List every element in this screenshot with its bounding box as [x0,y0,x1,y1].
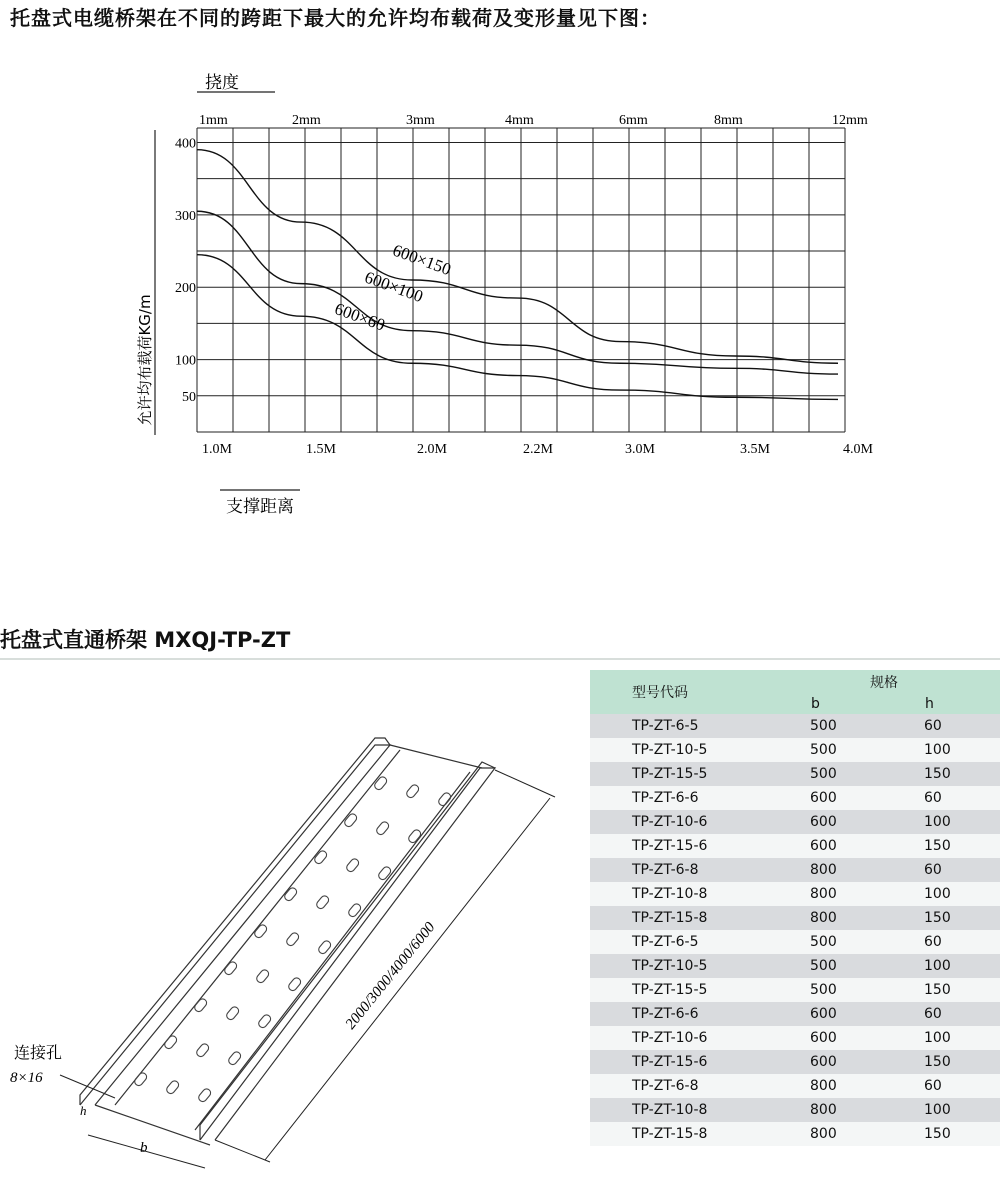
spec-table-wrap [590,670,1000,1146]
cell-h: 150 [924,762,1000,786]
top-axis-label: 挠度 [205,73,239,93]
tray-drawing-svg [0,700,590,1180]
cell-h: 60 [924,786,1000,810]
slot-hole [193,997,208,1013]
tray-inner-bottom-line [195,772,470,1130]
cell-b: 600 [810,834,924,858]
table-row [590,786,1000,810]
slot-hole [223,960,238,976]
cell-model: TP-ZT-6-8 [590,1074,810,1098]
cell-h: 150 [924,1122,1000,1146]
cell-b: 600 [810,1002,924,1026]
hole-size: 8×16 [10,1070,43,1086]
table-row [590,834,1000,858]
cell-b: 600 [810,810,924,834]
cell-model: TP-ZT-15-6 [590,1050,810,1074]
slot-hole [405,783,420,799]
height-label: h [80,1103,87,1118]
slot-hole [133,1071,148,1087]
top-tick-label: 6mm [619,113,648,128]
table-row [590,930,1000,954]
slot-hole [287,976,302,992]
cell-model: TP-ZT-10-8 [590,882,810,906]
y-axis-label: 允许均布载荷KG/m [136,294,154,426]
tray-left-wall [80,745,390,1105]
table-row [590,906,1000,930]
cell-b: 800 [810,858,924,882]
spec-table-body [590,714,1000,1146]
table-row [590,882,1000,906]
y-tick-label: 300 [175,208,196,224]
cell-h: 60 [924,1074,1000,1098]
table-row [590,1026,1000,1050]
x-axis-label: 支撑距离 [226,497,294,517]
cell-model: TP-ZT-6-6 [590,1002,810,1026]
table-row [590,858,1000,882]
cell-b: 800 [810,906,924,930]
y-tick-label: 200 [175,281,196,297]
table-row [590,1098,1000,1122]
slot-hole [345,857,360,873]
top-tick-label: 1mm [199,113,228,128]
slot-hole [197,1087,212,1103]
chart-labels [136,73,874,517]
slot-hole [373,775,388,791]
slot-hole [315,894,330,910]
slot-hole [225,1005,240,1021]
cell-b: 600 [810,1026,924,1050]
tray-left-wall-lip [80,738,390,1105]
dimension-lines [60,770,555,1168]
table-row [590,1122,1000,1146]
x-tick-label: 1.0M [202,442,232,457]
slot-hole [255,968,270,984]
cell-model: TP-ZT-6-5 [590,930,810,954]
cell-b: 800 [810,1098,924,1122]
length-label: 2000/3000/4000/6000 [342,919,439,1033]
table-row [590,1074,1000,1098]
cell-b: 500 [810,930,924,954]
cell-b: 800 [810,1074,924,1098]
cell-model: TP-ZT-10-5 [590,738,810,762]
cell-model: TP-ZT-6-5 [590,714,810,738]
top-tick-label: 8mm [714,113,743,128]
cell-model: TP-ZT-10-8 [590,1098,810,1122]
cell-model: TP-ZT-15-6 [590,834,810,858]
cell-h: 100 [924,1098,1000,1122]
cell-model: TP-ZT-10-6 [590,1026,810,1050]
slot-hole [313,849,328,865]
slot-hole [437,791,452,807]
top-tick-label: 3mm [406,113,435,128]
slot-hole [253,923,268,939]
table-row [590,762,1000,786]
series-line-1 [197,211,838,374]
length-dimension-line [265,798,550,1160]
top-tick-label: 2mm [292,113,321,128]
width-label: b [140,1140,148,1156]
cell-b: 800 [810,1122,924,1146]
x-tick-label: 1.5M [306,442,336,457]
slot-hole [285,931,300,947]
cell-b: 500 [810,954,924,978]
hole-label: 连接孔 [14,1043,63,1062]
cell-b: 600 [810,1050,924,1074]
cell-model: TP-ZT-10-6 [590,810,810,834]
table-row [590,1050,1000,1074]
col-header-h: h [924,694,1000,714]
section-divider [0,658,1000,660]
series-line-0 [197,150,838,364]
tray-bottom-front-edge [95,1105,210,1145]
slot-hole [375,820,390,836]
top-tick-label: 4mm [505,113,534,128]
cell-b: 500 [810,738,924,762]
slot-hole [377,865,392,881]
x-tick-label: 3.0M [625,442,655,457]
series-line-2 [197,255,838,400]
tray-right-wall [200,768,495,1140]
cell-h: 150 [924,1050,1000,1074]
table-row [590,978,1000,1002]
slot-hole [317,939,332,955]
length-extension-line [495,770,555,797]
cell-h: 150 [924,906,1000,930]
cell-h: 60 [924,858,1000,882]
table-row [590,714,1000,738]
y-tick-label: 100 [175,353,196,369]
cell-h: 100 [924,882,1000,906]
cell-b: 600 [810,786,924,810]
y-tick-label: 400 [175,136,196,152]
cell-h: 60 [924,714,1000,738]
spec-table [590,670,1000,1146]
page-heading: 托盘式电缆桥架在不同的跨距下最大的允许均布载荷及变形量见下图： [10,6,661,30]
slot-hole [163,1034,178,1050]
table-row [590,810,1000,834]
table-row [590,738,1000,762]
series-label-1: 600×100 [362,267,426,307]
cell-h: 150 [924,978,1000,1002]
cell-h: 60 [924,1002,1000,1026]
series-label-2: 600×60 [332,298,388,335]
slot-hole [257,1013,272,1029]
cell-model: TP-ZT-6-6 [590,786,810,810]
col-header-spec: 规格 [810,670,1000,694]
series-label-0: 600×150 [390,240,454,280]
y-tick-label: 50 [182,389,196,405]
table-row [590,1002,1000,1026]
cell-model: TP-ZT-15-8 [590,906,810,930]
x-tick-label: 3.5M [740,442,770,457]
slot-hole [165,1079,180,1095]
cell-b: 800 [810,882,924,906]
table-row [590,954,1000,978]
x-tick-label: 2.2M [523,442,553,457]
col-header-b: b [810,694,924,714]
cell-b: 500 [810,714,924,738]
top-tick-label: 12mm [832,113,868,128]
chart-curves [197,150,838,400]
chart-grid [155,92,845,490]
cell-model: TP-ZT-6-8 [590,858,810,882]
slot-hole [227,1050,242,1066]
cell-model: TP-ZT-15-5 [590,978,810,1002]
tray-drawing [0,700,590,1180]
section-title: 托盘式直通桥架 MXQJ-TP-ZT [0,628,291,652]
cell-b: 500 [810,978,924,1002]
tray-back-edge [390,745,482,768]
cell-model: TP-ZT-15-5 [590,762,810,786]
slot-holes [133,775,452,1103]
cell-h: 150 [924,834,1000,858]
x-tick-label: 2.0M [417,442,447,457]
col-header-model: 型号代码 [590,670,810,714]
cell-model: TP-ZT-15-8 [590,1122,810,1146]
cell-h: 100 [924,1026,1000,1050]
length-extension-line [215,1140,270,1162]
hole-leader-line [60,1075,115,1098]
tray-right-wall-lip [200,762,495,1140]
chart-svg [0,60,1000,540]
load-deflection-chart [0,60,1000,540]
cell-b: 500 [810,762,924,786]
cell-h: 60 [924,930,1000,954]
cell-h: 100 [924,810,1000,834]
slot-hole [195,1042,210,1058]
cell-h: 100 [924,954,1000,978]
x-tick-label: 4.0M [843,442,873,457]
slot-hole [283,886,298,902]
cell-model: TP-ZT-10-5 [590,954,810,978]
cell-h: 100 [924,738,1000,762]
slot-hole [343,812,358,828]
